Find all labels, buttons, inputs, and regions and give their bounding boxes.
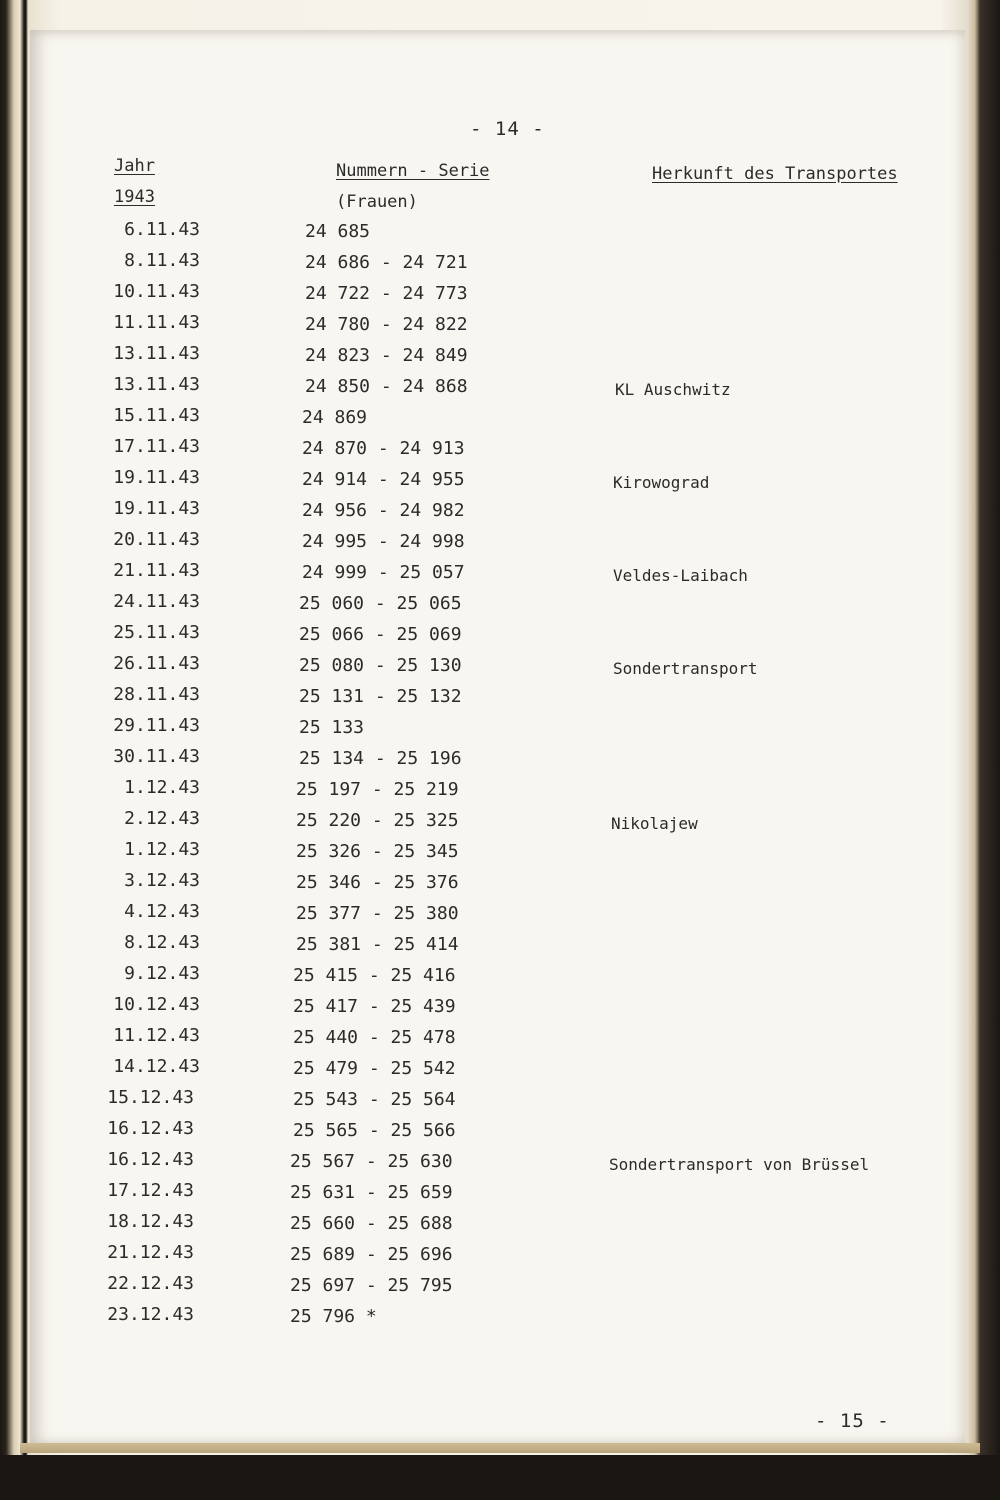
row-date: 11.11.43 (113, 312, 200, 333)
row-date: 21.12.43 (107, 1242, 194, 1263)
row-origin: KL Auschwitz (615, 380, 731, 399)
row-date: 10.11.43 (113, 281, 200, 302)
table-row (30, 219, 965, 250)
table-row (30, 1149, 965, 1180)
row-date: 8.12.43 (124, 932, 200, 953)
row-number-range: 25 565 - 25 566 (293, 1120, 456, 1141)
row-date: 13.11.43 (113, 374, 200, 395)
row-date: 6.11.43 (124, 219, 200, 240)
table-row (30, 808, 965, 839)
table-row (30, 715, 965, 746)
table-row (30, 1087, 965, 1118)
row-date: 21.11.43 (113, 560, 200, 581)
row-origin: Sondertransport (613, 659, 758, 678)
row-date: 29.11.43 (113, 715, 200, 736)
page-number: - 14 - (470, 118, 545, 140)
row-number-range: 25 220 - 25 325 (296, 810, 459, 831)
table-row (30, 250, 965, 281)
page-edge (20, 1443, 980, 1453)
row-number-range: 25 440 - 25 478 (293, 1027, 456, 1048)
row-number-range: 25 134 - 25 196 (299, 748, 462, 769)
row-number-range: 25 697 - 25 795 (290, 1275, 453, 1296)
row-number-range: 25 660 - 25 688 (290, 1213, 453, 1234)
document-page (30, 30, 965, 1445)
table-row (30, 1180, 965, 1211)
row-number-range: 25 131 - 25 132 (299, 686, 462, 707)
table-row (30, 870, 965, 901)
numbers-column-subheader: (Frauen) (336, 192, 418, 212)
row-number-range: 25 689 - 25 696 (290, 1244, 453, 1265)
table-row (30, 467, 965, 498)
row-number-range: 25 479 - 25 542 (293, 1058, 456, 1079)
table-row (30, 746, 965, 777)
row-number-range: 25 415 - 25 416 (293, 965, 456, 986)
row-date: 22.12.43 (107, 1273, 194, 1294)
row-date: 1.12.43 (124, 777, 200, 798)
row-number-range: 25 631 - 25 659 (290, 1182, 453, 1203)
origin-column-header: Herkunft des Transportes (652, 164, 898, 184)
row-number-range: 25 796 * (290, 1306, 377, 1327)
table-row (30, 591, 965, 622)
table-row (30, 901, 965, 932)
table-row (30, 1273, 965, 1304)
table-row (30, 436, 965, 467)
row-origin: Sondertransport von Brüssel (609, 1155, 870, 1174)
row-number-range: 24 995 - 24 998 (302, 531, 465, 552)
row-number-range: 24 850 - 24 868 (305, 376, 468, 397)
row-date: 11.12.43 (113, 1025, 200, 1046)
row-number-range: 25 417 - 25 439 (293, 996, 456, 1017)
row-number-range: 25 133 (299, 717, 365, 738)
row-date: 23.12.43 (107, 1304, 194, 1325)
row-date: 9.12.43 (124, 963, 200, 984)
row-date: 30.11.43 (113, 746, 200, 767)
row-date: 1.12.43 (124, 839, 200, 860)
row-number-range: 25 543 - 25 564 (293, 1089, 456, 1110)
row-date: 18.12.43 (107, 1211, 194, 1232)
table-row (30, 839, 965, 870)
row-number-range: 24 869 (302, 407, 368, 428)
table-row (30, 932, 965, 963)
table-row (30, 1118, 965, 1149)
year-value: 1943 (114, 187, 155, 207)
row-number-range: 25 326 - 25 345 (296, 841, 459, 862)
row-date: 28.11.43 (113, 684, 200, 705)
row-origin: Veldes-Laibach (613, 566, 748, 585)
row-number-range: 25 567 - 25 630 (290, 1151, 453, 1172)
row-date: 26.11.43 (113, 653, 200, 674)
table-row (30, 622, 965, 653)
row-number-range: 25 381 - 25 414 (296, 934, 459, 955)
table-row (30, 1025, 965, 1056)
table-row (30, 560, 965, 591)
table-row (30, 1056, 965, 1087)
row-number-range: 24 999 - 25 057 (302, 562, 465, 583)
row-date: 4.12.43 (124, 901, 200, 922)
row-number-range: 24 823 - 24 849 (305, 345, 468, 366)
table-row (30, 374, 965, 405)
table-row (30, 1242, 965, 1273)
row-number-range: 25 377 - 25 380 (296, 903, 459, 924)
row-origin: Nikolajew (611, 814, 698, 833)
row-number-range: 24 956 - 24 982 (302, 500, 465, 521)
row-number-range: 24 780 - 24 822 (305, 314, 468, 335)
row-number-range: 24 686 - 24 721 (305, 252, 468, 273)
table-row (30, 1211, 965, 1242)
background-dark (0, 1455, 1000, 1500)
year-column-header: Jahr (114, 156, 155, 176)
row-number-range: 25 346 - 25 376 (296, 872, 459, 893)
row-date: 25.11.43 (113, 622, 200, 643)
table-row (30, 498, 965, 529)
table-row (30, 994, 965, 1025)
table-row (30, 405, 965, 436)
row-origin: Kirowograd (613, 473, 710, 492)
row-number-range: 25 197 - 25 219 (296, 779, 459, 800)
table-row (30, 963, 965, 994)
table-row (30, 281, 965, 312)
numbers-column-header: Nummern - Serie (336, 161, 490, 181)
row-date: 24.11.43 (113, 591, 200, 612)
transport-table (30, 219, 965, 1335)
row-number-range: 25 080 - 25 130 (299, 655, 462, 676)
row-number-range: 24 914 - 24 955 (302, 469, 465, 490)
row-date: 17.12.43 (107, 1180, 194, 1201)
table-row (30, 777, 965, 808)
row-date: 19.11.43 (113, 467, 200, 488)
row-date: 16.12.43 (107, 1149, 194, 1170)
row-date: 17.11.43 (113, 436, 200, 457)
table-row (30, 1304, 965, 1335)
row-number-range: 25 066 - 25 069 (299, 624, 462, 645)
next-page-number: - 15 - (815, 1410, 890, 1432)
row-number-range: 24 870 - 24 913 (302, 438, 465, 459)
row-number-range: 25 060 - 25 065 (299, 593, 462, 614)
table-row (30, 529, 965, 560)
row-date: 8.11.43 (124, 250, 200, 271)
row-date: 15.12.43 (107, 1087, 194, 1108)
table-row (30, 312, 965, 343)
table-row (30, 343, 965, 374)
row-date: 3.12.43 (124, 870, 200, 891)
row-date: 15.11.43 (113, 405, 200, 426)
row-date: 2.12.43 (124, 808, 200, 829)
row-date: 19.11.43 (113, 498, 200, 519)
row-date: 20.11.43 (113, 529, 200, 550)
table-row (30, 684, 965, 715)
row-date: 16.12.43 (107, 1118, 194, 1139)
row-date: 13.11.43 (113, 343, 200, 364)
row-number-range: 24 685 (305, 221, 371, 242)
row-number-range: 24 722 - 24 773 (305, 283, 468, 304)
table-row (30, 653, 965, 684)
row-date: 10.12.43 (113, 994, 200, 1015)
row-date: 14.12.43 (113, 1056, 200, 1077)
